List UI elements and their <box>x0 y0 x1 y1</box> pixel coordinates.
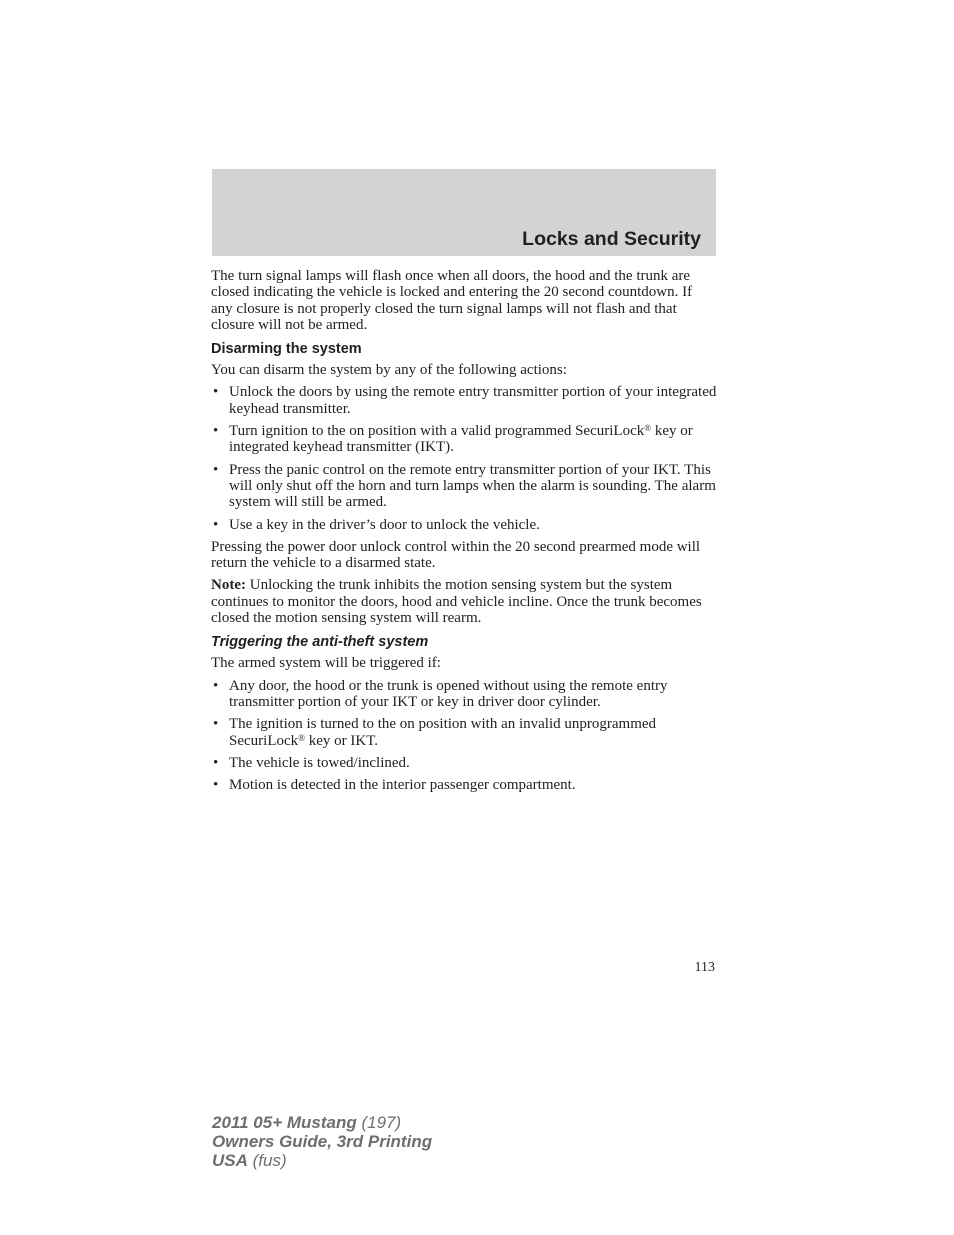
registered-mark: ® <box>644 423 652 434</box>
bullet-icon: • <box>213 461 219 478</box>
section-header-band <box>212 169 716 256</box>
list-item-text-cont: key or integrated keyhead transmitter (IKT). <box>229 423 693 456</box>
list-item-text: The ignition is turned to the on position with an invalid unprogrammed SecuriLock <box>229 716 657 749</box>
list-item-text: Press the panic control on the remote entry transmitter portion of your IKT. This will only shut off the horn and turn lamps when the alarm is sounding. The alarm system will still be armed. <box>229 461 716 511</box>
bullet-icon: • <box>213 384 219 401</box>
note-label: Note: <box>211 577 246 594</box>
footer-line-model <box>212 1113 432 1132</box>
page-number: 113 <box>694 960 715 975</box>
registered-mark: ® <box>298 732 305 743</box>
list-item <box>211 384 717 417</box>
footer-region: USA <box>212 1151 248 1170</box>
bullet-icon: • <box>213 754 219 771</box>
list-item <box>211 423 717 456</box>
list-item <box>211 517 717 533</box>
list-item-text: Turn ignition to the on position with a valid programmed SecuriLock <box>229 423 645 440</box>
bullet-icon: • <box>213 516 219 533</box>
triggering-list <box>211 678 717 794</box>
bullet-icon: • <box>213 677 219 694</box>
list-item <box>211 777 717 793</box>
section-title: Locks and Security <box>522 228 701 250</box>
bullet-icon: • <box>213 777 219 794</box>
list-item <box>211 462 717 511</box>
list-item <box>211 678 717 711</box>
list-item-text: Use a key in the driver’s door to unlock the vehicle. <box>229 516 540 533</box>
footer-guide: Owners Guide, 3rd Printing <box>212 1132 433 1151</box>
intro-paragraph: The turn signal lamps will flash once when all doors, the hood and the trunk are closed indicating the vehicle is locked and entering the 20 second countdown. If any closure is not properly closed the turn signal lamps will not flash and that closure will not be armed. <box>211 268 693 333</box>
disarming-list <box>211 384 717 532</box>
footer-model: 2011 05+ Mustang <box>212 1113 357 1132</box>
disarming-heading: Disarming the system <box>211 341 362 358</box>
document-footer <box>212 1113 432 1170</box>
list-item <box>211 755 717 771</box>
list-item-text: Motion is detected in the interior passenger compartment. <box>229 777 576 794</box>
triggering-lead: The armed system will be triggered if: <box>211 655 441 672</box>
triggering-heading: Triggering the anti-theft system <box>211 634 429 651</box>
footer-model-code: (197) <box>356 1113 402 1132</box>
footer-region-code: (fus) <box>247 1151 287 1170</box>
footer-line-region <box>212 1151 432 1170</box>
list-item <box>211 716 717 749</box>
note-text: Unlocking the trunk inhibits the motion sensing system but the system continues to monitor the doors, hood and vehicle incline. Once the trunk becomes closed the motion sensing system will rearm. <box>211 577 702 627</box>
bullet-icon: • <box>213 423 219 440</box>
disarming-lead: You can disarm the system by any of the following actions: <box>211 362 567 379</box>
footer-line-guide <box>212 1132 432 1151</box>
prearmed-paragraph: Pressing the power door unlock control within the 20 second prearmed mode will return the vehicle to a disarmed state. <box>211 538 701 572</box>
note-paragraph <box>211 577 717 626</box>
page-content <box>211 268 717 799</box>
bullet-icon: • <box>213 716 219 733</box>
list-item-text-cont: key or IKT. <box>304 732 379 749</box>
list-item-text: Any door, the hood or the trunk is opened without using the remote entry transmitter portion of your IKT or key in driver door cylinder. <box>229 677 668 710</box>
list-item-text: Unlock the doors by using the remote entry transmitter portion of your integrated keyhead transmitter. <box>229 384 717 417</box>
list-item-text: The vehicle is towed/inclined. <box>229 754 410 771</box>
